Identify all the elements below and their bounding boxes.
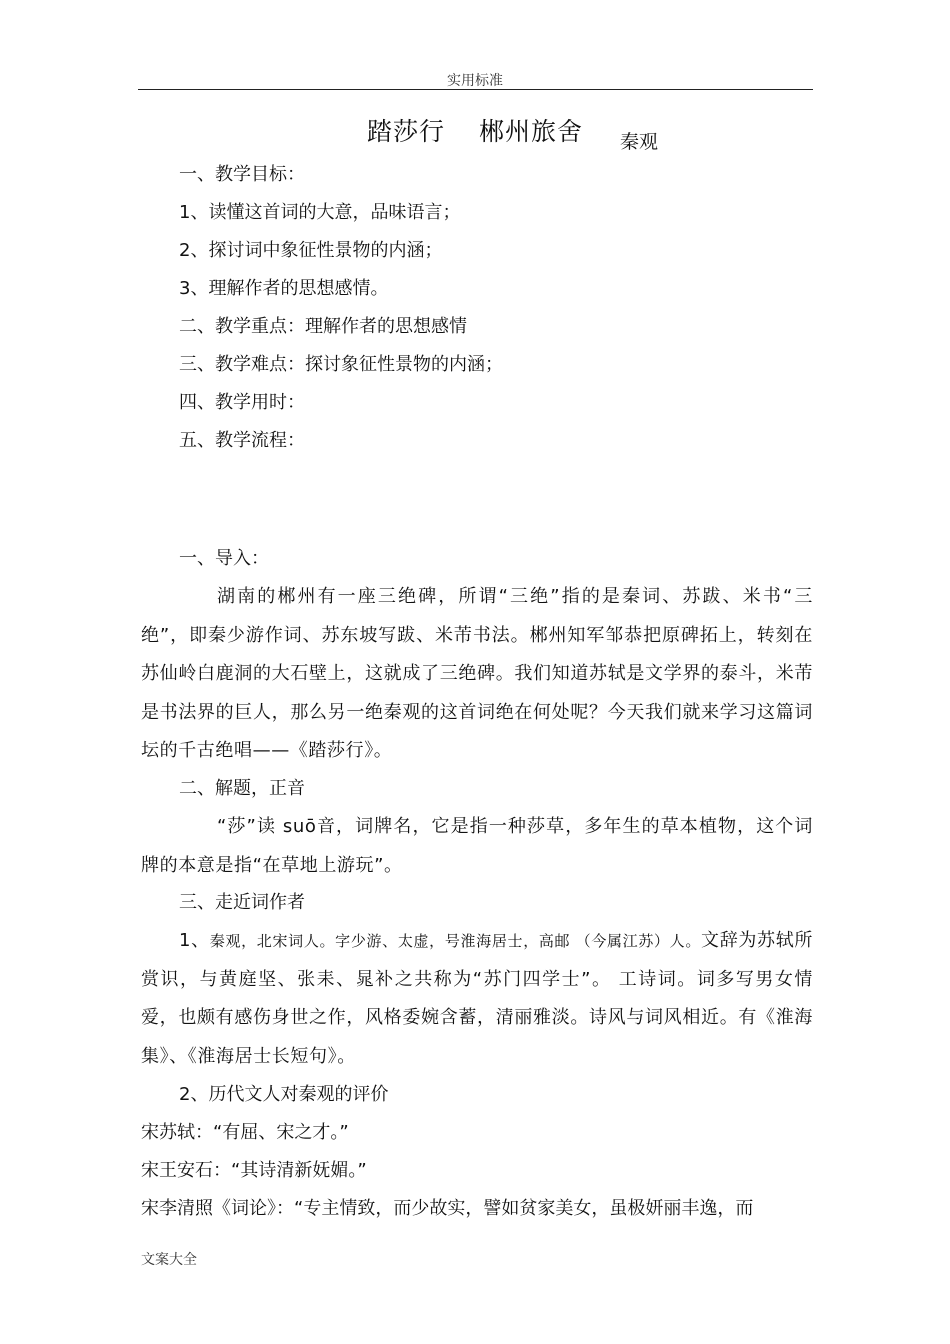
author-paragraph (141, 922, 813, 1076)
objective-item: 3、理解作者的思想感情。 (179, 278, 389, 299)
title-poem-name: 踏莎行 (366, 117, 445, 146)
teaching-difficulty: 三、教学难点：探讨象征性景物的内涵； (179, 354, 503, 375)
document-title (0, 112, 950, 148)
title-explain-heading: 二、解题，正音 (179, 778, 305, 799)
objectives-section (141, 156, 813, 460)
objective-item: 2、探讨词中象征性景物的内涵； (179, 240, 443, 261)
teaching-process: 五、教学流程： (179, 430, 305, 451)
author-heading: 三、走近词作者 (179, 892, 305, 913)
teaching-focus: 二、教学重点：理解作者的思想感情 (179, 316, 467, 337)
title-explain-section (141, 770, 813, 885)
teaching-time: 四、教学用时： (179, 392, 305, 413)
author-section (141, 884, 813, 1228)
intro-section (141, 540, 813, 771)
title-subtitle: 郴州旅舍 (479, 117, 584, 146)
page-header: 实用标准 (447, 73, 503, 89)
quote-line: 宋王安石：“其诗清新妩媚。” (141, 1160, 367, 1181)
intro-heading: 一、导入： (179, 548, 269, 569)
quote-line: 宋李清照《词论》：“专主情致，而少故实，譬如贫家美女，虽极妍丽丰逸，而 (141, 1198, 754, 1219)
author-para-intro: 秦观，北宋词人。字少游、太虚，号淮海居士，高邮 （今属江苏）人。 (209, 932, 702, 950)
quote-line: 宋苏轼：“有屈、宋之才。” (141, 1122, 349, 1143)
author-para-rest: 文辞为苏轼所赏识，与黄庭坚、张耒、晁补之共称为“苏门四学士”。 工诗词。词多写男女情爱，也颇有感伤身世之作，风格委婉含蓄，清丽雅淡。诗风与词风相近。有《淮海集》、《淮海居士长短句》。 (141, 930, 813, 1067)
title-author: 秦观 (620, 131, 659, 153)
evaluation-heading: 2、历代文人对秦观的评价 (179, 1084, 389, 1105)
objectives-heading: 一、教学目标： (179, 164, 305, 185)
intro-paragraph: 湖南的郴州有一座三绝碑，所谓“三绝”指的是秦词、苏跋、米书“三绝”，即秦少游作词、苏东坡写跋、米芾书法。郴州知军邹恭把原碑拓上，转刻在苏仙岭白鹿洞的大石壁上，这就成了三绝碑。我们知道苏轼是文学界的泰斗，米芾是书法界的巨人，那么另一绝秦观的这首词绝在何处呢？今天我们就来学习这篇词坛的千古绝唱——《踏莎行》。 (141, 586, 813, 761)
page-footer: 文案大全 (141, 1252, 197, 1268)
title-explain-paragraph: “莎”读 suō音，词牌名，它是指一种莎草，多年生的草本植物，这个词牌的本意是指“在草地上游玩”。 (141, 816, 813, 876)
objective-item: 1、读懂这首词的大意，品味语言； (179, 202, 461, 223)
header-rule (138, 89, 813, 90)
author-para-prefix: 1、 (179, 930, 210, 951)
